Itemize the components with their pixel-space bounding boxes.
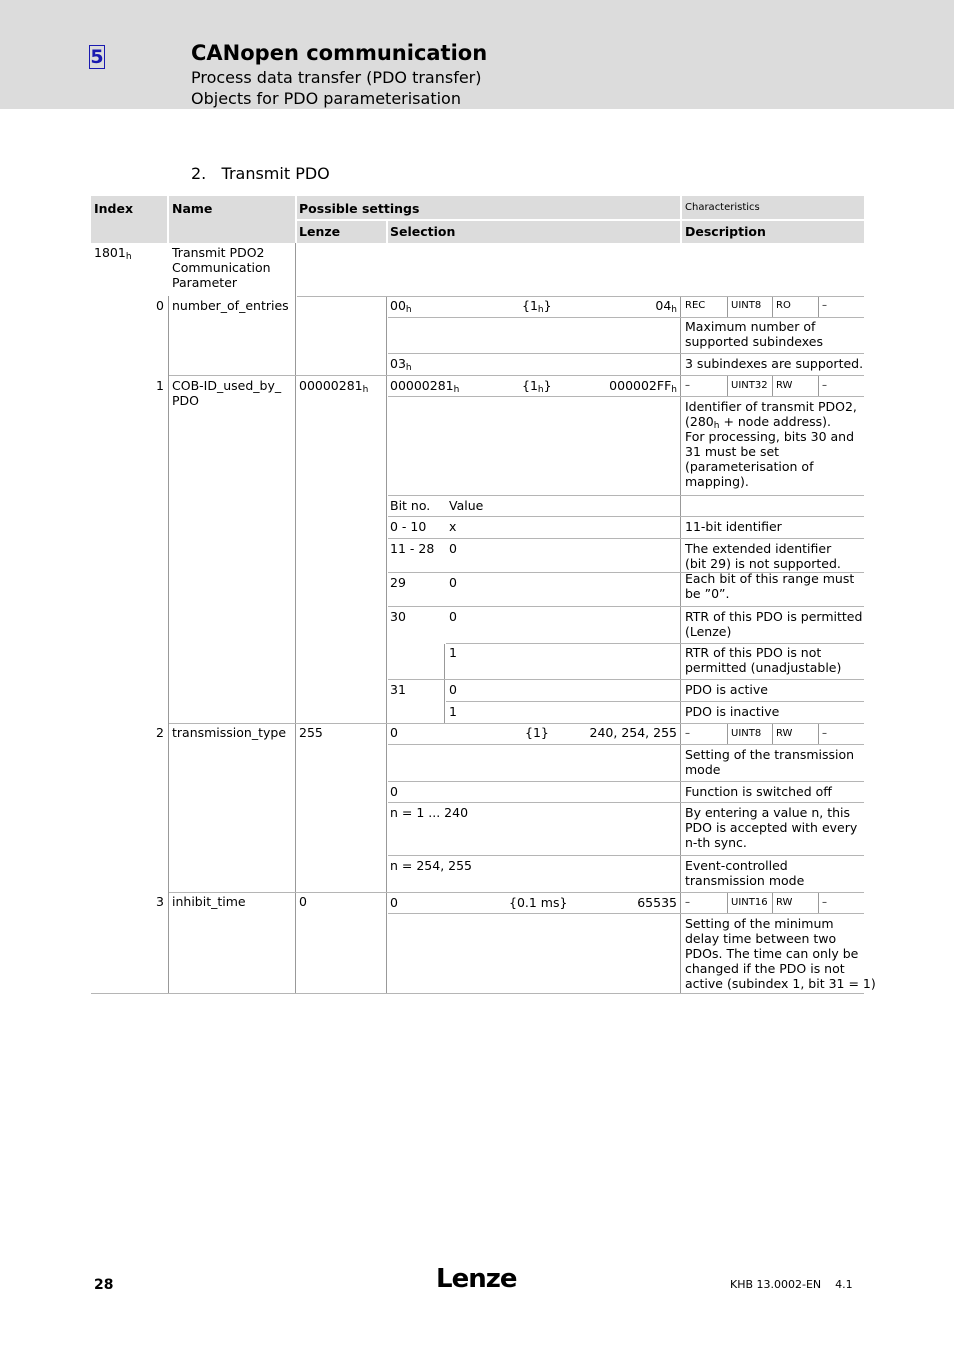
- bit-desc: RTR of this PDO is not permitted (unadjustable): [685, 645, 842, 675]
- sub1-lenze: $00000281_h$: [299, 378, 369, 395]
- grid-line: [388, 353, 864, 354]
- bit-no: 30: [390, 609, 406, 624]
- grid-line: [772, 296, 773, 317]
- sub2-name: transmission_type: [172, 725, 287, 740]
- sub2-row-sel: n = 254, 255: [390, 858, 473, 873]
- value-header: Value: [449, 498, 484, 513]
- grid-line: [772, 724, 773, 745]
- sub2-char-access: RW: [776, 728, 793, 739]
- bit-no: 31: [390, 682, 406, 697]
- sub1-sel-min: $00000281_h$: [390, 378, 460, 395]
- sub0-index: 0: [156, 298, 164, 313]
- grid-line: [388, 802, 864, 803]
- sub3-desc: Setting of the minimum delay time between two PDOs. The time can only be changed if the PDO is not active (subindex 1, bit 31 = 1): [685, 916, 876, 991]
- bit-value: 1: [449, 645, 457, 660]
- sub2-sel-max: 240, 254, 255: [589, 725, 677, 740]
- header-characteristics: Characteristics: [685, 202, 760, 213]
- grid-line: [727, 724, 728, 745]
- page-subtitle-2: Objects for PDO parameterisation: [191, 89, 461, 108]
- grid-line: [818, 724, 819, 745]
- sub0-char-type: REC: [685, 300, 706, 311]
- chapter-number[interactable]: 5: [90, 46, 104, 68]
- sub3-char-type: –: [685, 897, 690, 908]
- grid-line: [169, 375, 864, 376]
- sub0-row2-desc: 3 subindexes are supported.: [685, 356, 864, 371]
- page-number: 28: [94, 1277, 114, 1293]
- sub1-sel-step: $\{1_h\}$: [522, 378, 552, 395]
- grid-line: [388, 538, 864, 539]
- sub1-sel-max: $000002FF_h$: [609, 378, 677, 395]
- sub2-char-type: –: [685, 728, 690, 739]
- sub3-lenze: 0: [299, 894, 307, 909]
- grid-line: [446, 701, 864, 702]
- bit-desc: PDO is active: [685, 682, 768, 697]
- sub1-name: COB-ID_used_by_ PDO: [172, 378, 282, 408]
- sub2-desc: Setting of the transmission mode: [685, 747, 855, 777]
- sub2-index: 2: [156, 725, 164, 740]
- sub3-sel-min: 0: [390, 895, 398, 910]
- header-possible-settings: Possible settings: [299, 201, 420, 216]
- grid-line: [388, 495, 864, 496]
- header-description: Description: [685, 224, 766, 239]
- sub1-char-type: –: [685, 380, 690, 391]
- grid-line: [388, 317, 864, 318]
- sub3-char-datatype: UINT16: [731, 897, 768, 908]
- grid-line: [772, 893, 773, 914]
- sub2-char-extra: –: [822, 728, 827, 739]
- grid-line: [169, 723, 864, 724]
- sub3-char-extra: –: [822, 897, 827, 908]
- grid-line: [91, 993, 864, 994]
- sub2-row-desc: By entering a value n, this PDO is accepted with every n-th sync.: [685, 805, 858, 850]
- sub3-sel-max: 65535: [637, 895, 677, 910]
- bit-no: 0 - 10: [390, 519, 427, 534]
- grid-line: [727, 376, 728, 397]
- sub2-row-desc: Function is switched off: [685, 784, 832, 799]
- grid-line: [727, 893, 728, 914]
- sub2-lenze: 255: [299, 725, 323, 740]
- grid-line: [388, 744, 864, 745]
- header-selection: Selection: [390, 224, 456, 239]
- grid-line: [680, 296, 681, 994]
- sub3-index: 3: [156, 894, 164, 909]
- grid-line: [297, 296, 864, 297]
- sub0-desc: Maximum number of supported subindexes: [685, 319, 823, 349]
- grid-line: [727, 296, 728, 317]
- grid-line: [444, 644, 445, 724]
- sub2-sel-step: {1}: [525, 725, 549, 740]
- sub3-sel-step: {0.1 ms}: [509, 895, 568, 910]
- bit-value: 0: [449, 609, 457, 624]
- sub3-char-access: RW: [776, 897, 793, 908]
- sub0-name: number_of_entries: [172, 298, 289, 313]
- bit-desc: RTR of this PDO is permitted (Lenze): [685, 609, 863, 639]
- grid-line: [818, 296, 819, 317]
- grid-line: [388, 913, 864, 914]
- sub3-name: inhibit_time: [172, 894, 246, 909]
- grid-line: [388, 396, 864, 397]
- header-lenze: Lenze: [299, 224, 341, 239]
- bit-header: Bit no.: [390, 498, 431, 513]
- page-title: CANopen communication: [191, 41, 488, 65]
- sub2-sel-min: 0: [390, 725, 398, 740]
- sub0-sel-min: $00_h$: [390, 298, 412, 315]
- grid-line: [388, 516, 864, 517]
- sub1-desc: Identifier of transmit PDO2, ($280_h$ + node address). For processing, bits 30 and 31 must be set (parameterisation of mapping).: [685, 399, 857, 489]
- sub0-char-datatype: UINT8: [731, 300, 762, 311]
- sub0-sel-step: $\{1_h\}$: [522, 298, 552, 315]
- grid-line: [168, 296, 169, 994]
- grid-line: [169, 892, 864, 893]
- bit-desc: 11-bit identifier: [685, 519, 782, 534]
- sub0-sel-max: $04_h$: [655, 298, 677, 315]
- grid-line: [818, 376, 819, 397]
- grid-line: [388, 855, 864, 856]
- grid-line: [388, 606, 864, 607]
- page-subtitle-1: Process data transfer (PDO transfer): [191, 68, 482, 87]
- bit-value: x: [449, 519, 457, 534]
- object-name: Transmit PDO2 Communication Parameter: [172, 245, 271, 290]
- header-index: Index: [94, 201, 134, 216]
- sub1-char-access: RW: [776, 380, 793, 391]
- grid-line: [388, 679, 864, 680]
- grid-line: [772, 376, 773, 397]
- bit-desc: Each bit of this range must be ”0”.: [685, 571, 855, 601]
- bit-no: 11 - 28: [390, 541, 435, 556]
- lenze-logo: Lenze: [436, 1264, 517, 1294]
- sub1-char-datatype: UINT32: [731, 380, 768, 391]
- bit-value: 0: [449, 575, 457, 590]
- sub2-char-datatype: UINT8: [731, 728, 762, 739]
- grid-line: [388, 781, 864, 782]
- document-id: KHB 13.0002-EN 4.1: [730, 1278, 853, 1291]
- bit-no: 29: [390, 575, 406, 590]
- grid-line: [295, 243, 296, 994]
- object-index: $1801_h$: [94, 245, 132, 262]
- bit-desc: The extended identifier (bit 29) is not supported.: [685, 541, 841, 571]
- sub0-row2-sel: $03_h$: [390, 356, 412, 373]
- sub0-char-access: RO: [776, 300, 791, 311]
- bit-value: 1: [449, 704, 457, 719]
- grid-line: [818, 893, 819, 914]
- bit-desc: PDO is inactive: [685, 704, 780, 719]
- sub1-index: 1: [156, 378, 164, 393]
- sub0-char-extra: –: [822, 300, 827, 311]
- header-name: Name: [172, 201, 213, 216]
- sub2-row-desc: Event-controlled transmission mode: [685, 858, 805, 888]
- sub2-row-sel: n = 1 ... 240: [390, 805, 469, 820]
- grid-line: [446, 643, 864, 644]
- grid-line: [386, 296, 387, 994]
- section-title: 2. Transmit PDO: [191, 164, 330, 183]
- bit-value: 0: [449, 541, 457, 556]
- sub1-char-extra: –: [822, 380, 827, 391]
- bit-value: 0: [449, 682, 457, 697]
- sub2-row-sel: 0: [390, 784, 398, 799]
